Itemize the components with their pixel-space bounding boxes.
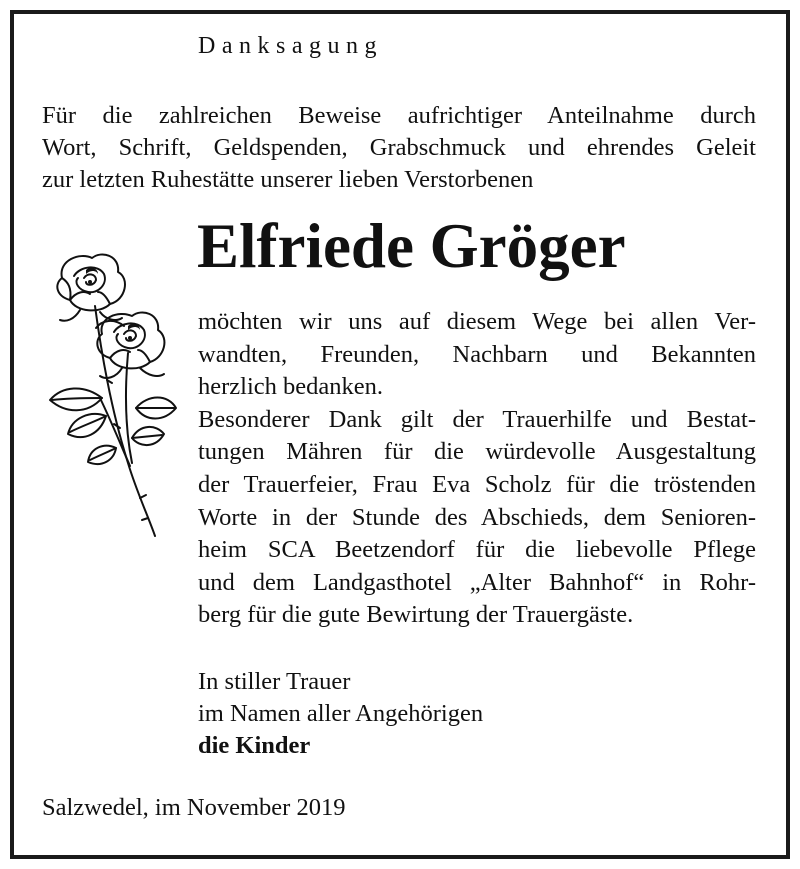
heading-danksagung: Danksagung	[198, 33, 383, 59]
rose-icon	[40, 248, 180, 543]
body-line: Worte in der Stunde des Abschieds, dem Senioren-	[198, 503, 756, 531]
intro-text	[42, 100, 756, 196]
intro-line: zur letzten Ruhestätte unserer lieben Verstorbenen	[42, 166, 534, 193]
body-line: möchten wir uns auf diesem Wege bei allen Ver-	[198, 308, 756, 335]
signature-line: im Namen aller Angehörigen	[198, 700, 484, 727]
signers: die Kinder	[198, 732, 311, 759]
signature-line: In stiller Trauer	[198, 668, 351, 695]
intro-line: Wort, Schrift, Geldspenden, Grabschmuck und ehrendes Geleit	[42, 134, 756, 161]
body-line: und dem Landgasthotel „Alter Bahnhof“ in Rohr-	[198, 568, 756, 596]
body-line: herzlich bedanken.	[198, 373, 384, 401]
place-date: Salzwedel, im November 2019	[42, 794, 346, 821]
body-line: tungen Mähren für die würdevolle Ausgestaltung	[198, 438, 756, 466]
body-line: wandten, Freunden, Nachbarn und Bekannten	[198, 340, 756, 368]
deceased-name: Elfriede Gröger	[197, 211, 626, 281]
body-text	[198, 306, 756, 632]
body-line: berg für die gute Bewirtung der Trauergäste.	[198, 601, 634, 629]
intro-line: Für die zahlreichen Beweise aufrichtiger Anteilnahme durch	[42, 102, 756, 129]
body-line: der Trauerfeier, Frau Eva Scholz für die tröstenden	[198, 470, 756, 498]
body-line: Besonderer Dank gilt der Trauerhilfe und Bestat-	[198, 405, 756, 433]
body-line: heim SCA Beetzendorf für die liebevolle Pflege	[198, 536, 756, 564]
signature-block	[198, 666, 483, 762]
